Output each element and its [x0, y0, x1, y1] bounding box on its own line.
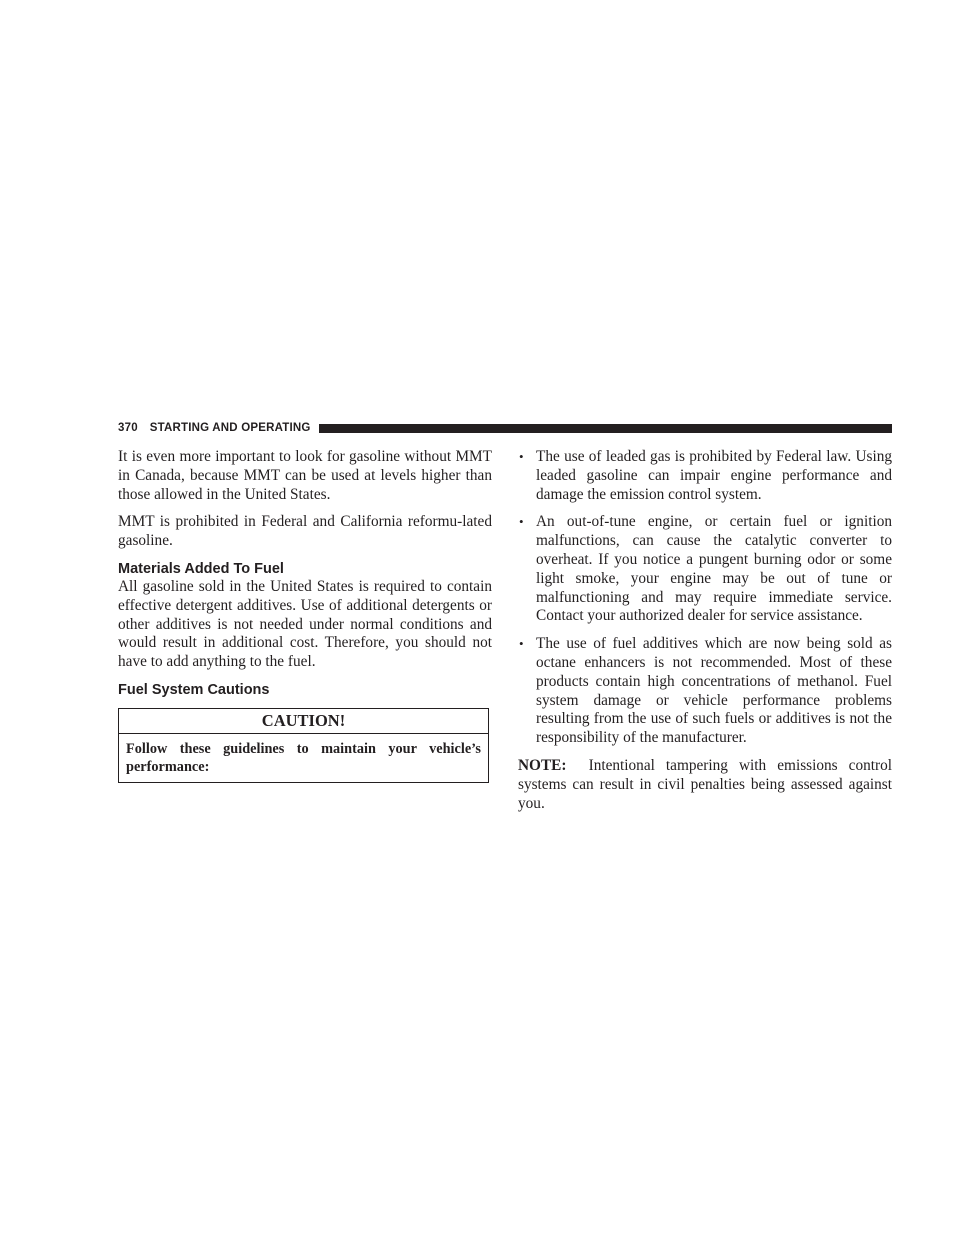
caution-text: Follow these guidelines to maintain your vehicle’s performance: [126, 740, 481, 776]
bullet-text: The use of fuel additives which are now being sold as octane enhancers is not recommended. Most of these products contain high concentrations of methanol. Fuel system damage or vehicle performance problems resulting from the use of such fuels or additives is not the responsibility of the manufacturer. [536, 635, 892, 747]
list-item [518, 448, 892, 504]
bullet-icon: • [519, 636, 524, 652]
bullet-text: An out-of-tune engine, or certain fuel or ignition malfunctions, can cause the catalytic converter to overheat. If you notice a pungent burning odor or some light smoke, your engine may be out of tune or malfunctioning and may require immediate service. Contact your authorized dealer for service assistance. [536, 513, 892, 625]
bullet-icon: • [519, 514, 524, 530]
page-number: 370 [118, 422, 138, 434]
paragraph-detergents: All gasoline sold in the United States is required to contain effective detergent additives. Use of additional detergents or other additives is not needed under normal conditions and would result in additional cost. Therefore, you should not have to add anything to the fuel. [118, 577, 492, 671]
right-column [518, 448, 892, 822]
bullet-icon: • [519, 449, 524, 464]
note-label: NOTE: [518, 756, 567, 774]
header-rule [319, 424, 892, 433]
note-paragraph [518, 757, 892, 813]
bullet-text: The use of leaded gas is prohibited by Federal law. Using leaded gasoline can impair engine performance and damage the emission control system. [536, 448, 892, 503]
note-text: Intentional tampering with emissions control systems can result in civil penalties being assessed against you. [518, 756, 892, 812]
caution-box [118, 708, 489, 783]
section-title: STARTING AND OPERATING [149, 422, 311, 434]
list-item [518, 635, 892, 748]
page-header [118, 420, 892, 436]
paragraph-mmt-canada: It is even more important to look for gasoline without MMT in Canada, because MMT can be used at levels higher than those allowed in the United States. [118, 448, 492, 503]
heading-materials-added: Materials Added To Fuel [118, 560, 284, 577]
left-column [118, 448, 492, 783]
paragraph-mmt-prohibited: MMT is prohibited in Federal and California reformu-lated gasoline. [118, 513, 492, 550]
heading-fuel-system-cautions: Fuel System Cautions [118, 681, 270, 698]
caution-title: CAUTION! [119, 709, 488, 734]
caution-bullet-list [518, 448, 892, 748]
list-item [518, 513, 892, 626]
